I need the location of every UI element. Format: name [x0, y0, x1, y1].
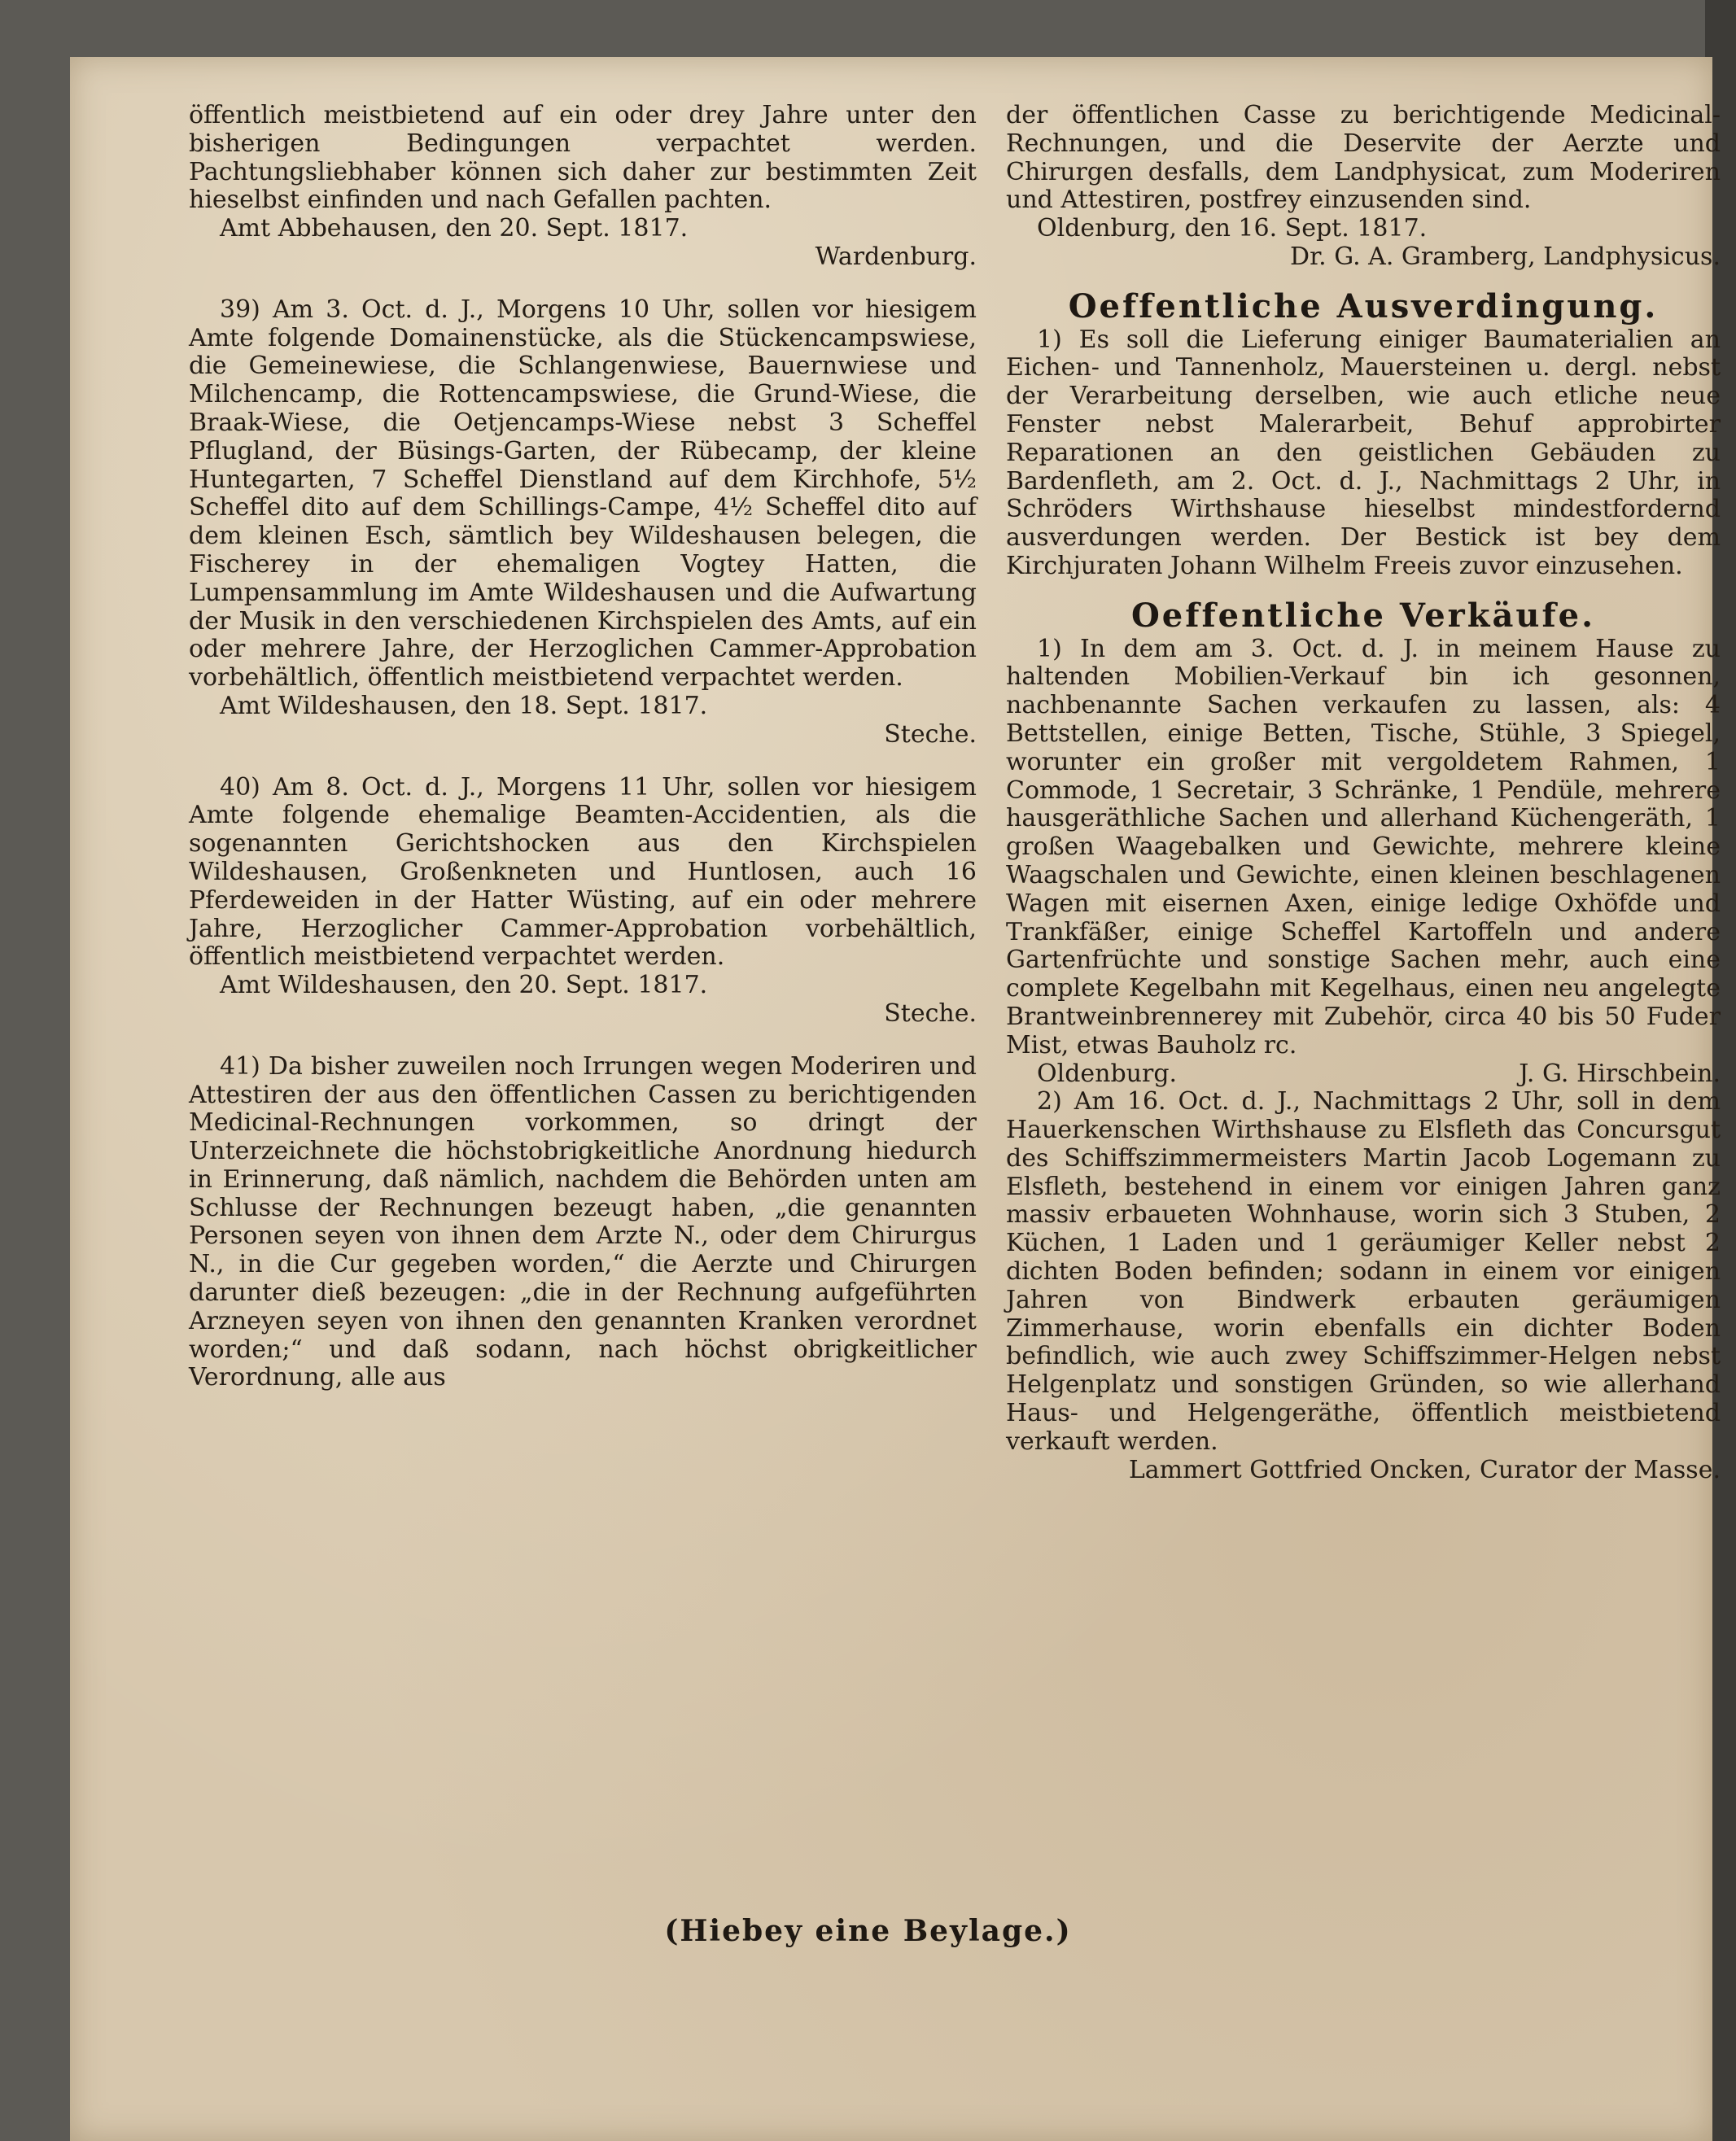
verkauf-2-signature: Lammert Gottfried Oncken, Curator der Masse. [1128, 1455, 1721, 1484]
left-column [189, 102, 977, 1392]
notice-41: 41) Da bisher zuweilen noch Irrungen wegen Moderiren und Attestiren der aus den öffentlichen Cassen zu berichtigenden Medicinal-Rechnungen vorkommen, so dringt der Unterzeichnete die höchstobrigkeitliche Anordnung hiedurch in Erinnerung, daß nämlich, nachdem die Behörden unten am Schlusse der Rechnungen bezeugt haben, „die genannten Personen seyen von ihnen dem Arzte N., oder dem Chirurgus N., in die Cur gegeben worden,“ die Aerzte und Chirurgen darunter dieß bezeugen: „die in der Rechnung aufgeführten Arzneyen seyen von ihnen den genannten Kranken verordnet worden;“ und daß sodann, nach höchst obrigkeitlicher Verordnung, alle aus [189, 1051, 977, 1392]
intro-date: Amt Abbehausen, den 20. Sept. 1817. [220, 214, 689, 243]
verkauf-1-signature: J. G. Hirschbein. [1519, 1059, 1721, 1088]
heading-verkaeufe: Oeffentliche Verkäufe. [1130, 596, 1596, 635]
notice-40-date: Amt Wildeshausen, den 20. Sept. 1817. [220, 971, 708, 1000]
verkauf-2: 2) Am 16. Oct. d. J., Nachmittags 2 Uhr, soll in dem Hauerkenschen Wirthshause zu Elsfleth das Concursgut des Schiffszimmermeisters Martin Jacob Logemann zu Elsfleth, bestehend in einem vor einigen Jahren ganz massiv erbaueten Wohnhause, worin sich 3 Stuben, 2 Küchen, 1 Laden und 1 geräumiger Keller nebst 2 dichten Boden befinden; sodann in einem vor einigen Jahren von Bindwerk erbauten geräumigen Zimmerhause, worin ebenfalls ein dichter Boden befindlich, wie auch zwey Schiffszimmer-Helgen nebst Helgenplatz und sonstigen Gründen, so wie allerhand Haus- und Helgengeräthe, öffentlich meistbietend verkauft werden. [1006, 1087, 1721, 1456]
notice-39-signature: Steche. [884, 719, 977, 749]
notice-41-date: Oldenburg, den 16. Sept. 1817. [1037, 214, 1428, 243]
heading-ausverdingung: Oeffentliche Ausverdingung. [1068, 286, 1659, 326]
right-column [1006, 102, 1721, 1484]
verkauf-1-place-text: Oldenburg. [1037, 1059, 1178, 1088]
intro-signature: Wardenburg. [815, 242, 977, 271]
intro-continuation: öffentlich meistbietend auf ein oder drey Jahre unter den bisherigen Bedingungen verpachtet werden. Pachtungsliebhaber können sich daher zur bestimmten Zeit hieselbst einfinden und nach Gefallen pachten. [189, 101, 977, 215]
footer-supplement-note: (Hiebey eine Beylage.) [664, 1914, 1072, 1948]
notice-41-signature: Dr. G. A. Gramberg, Landphysicus. [1290, 242, 1721, 271]
verkauf-1-place [1006, 1060, 1721, 1089]
ausverdingung-1: 1) Es soll die Lieferung einiger Baumaterialien an Eichen- und Tannenholz, Mauersteinen u. dergl. nebst der Verarbeitung derselben, wie auch etliche neue Fenster nebst Malerarbeit, Behuf approbirter Reparationen an den geistlichen Gebäuden zu Bardenfleth, am 2. Oct. d. J., Nachmittags 2 Uhr, in Schröders Wirthshause hieselbst mindestfordernd ausverdungen werden. Der Bestick ist bey dem Kirchjuraten Johann Wilhelm Freeis zuvor einzusehen. [1006, 325, 1721, 580]
notice-39: 39) Am 3. Oct. d. J., Morgens 10 Uhr, sollen vor hiesigem Amte folgende Domainenstücke, als die Stückencampswiese, die Gemeinewiese, die Schlangenwiese, Bauernwiese und Milchencamp, die Rottencampswiese, die Grund-Wiese, die Braak-Wiese, die Oetjencamps-Wiese nebst 3 Scheffel Pflugland, der Büsings-Garten, der Rübecamp, der kleine Huntegarten, 7 Scheffel Dienstland auf dem Kirchhofe, 5½ Scheffel dito auf dem Schillings-Campe, 4½ Scheffel dito auf dem kleinen Esch, sämtlich bey Wildeshausen belegen, die Fischerey in der ehemaligen Vogtey Hatten, die Lumpensammlung im Amte Wildeshausen und die Aufwartung der Musik in den verschiedenen Kirchspielen des Amts, auf ein oder mehrere Jahre, der Herzoglichen Cammer-Approbation vorbehältlich, öffentlich meistbietend verpachtet werden. [189, 295, 977, 693]
notice-40-signature: Steche. [884, 998, 977, 1028]
notice-39-date: Amt Wildeshausen, den 18. Sept. 1817. [220, 691, 708, 720]
notice-40: 40) Am 8. Oct. d. J., Morgens 11 Uhr, sollen vor hiesigem Amte folgende ehemalige Beamten-Accidentien, als die sogenannten Gerichtshocken aus den Kirchspielen Wildeshausen, Großenkneten und Huntlosen, auch 16 Pferdeweiden in der Hatter Wüsting, auf ein oder mehrere Jahre, Herzoglicher Cammer-Approbation vorbehältlich, öffentlich meistbietend verpachtet werden. [189, 772, 977, 972]
notice-41-continuation: der öffentlichen Casse zu berichtigende Medicinal-Rechnungen, und die Deservite der Aerzte und Chirurgen desfalls, dem Landphysicat, zum Moderiren und Attestiren, postfrey einzusenden sind. [1006, 101, 1721, 215]
verkauf-1: 1) In dem am 3. Oct. d. J. in meinem Hause zu haltenden Mobilien-Verkauf bin ich gesonnen, nachbenannte Sachen verkaufen zu lassen, als: 4 Bettstellen, einige Betten, Tische, Stühle, 3 Spiegel, worunter ein großer mit vergoldetem Rahmen, 1 Commode, 1 Secretair, 3 Schränke, 1 Pendüle, mehrere hausgeräthliche Sachen und allerhand Küchengeräth, 1 großen Waagebalken und Gewichte, mehrere kleine Waagschalen und Gewichte, einen kleinen beschlagenen Wagen mit eisernen Axen, einige ledige Oxhöfde und Trankfäßer, einige Scheffel Kartoffeln und andere Gartenfrüchte und sonstige Sachen mehr, auch eine complete Kegelbahn mit Kegelhaus, einen neu angelegte Brantweinbrennerey mit Zubehör, circa 40 bis 50 Fuder Mist, etwas Bauholz rc. [1006, 634, 1721, 1060]
